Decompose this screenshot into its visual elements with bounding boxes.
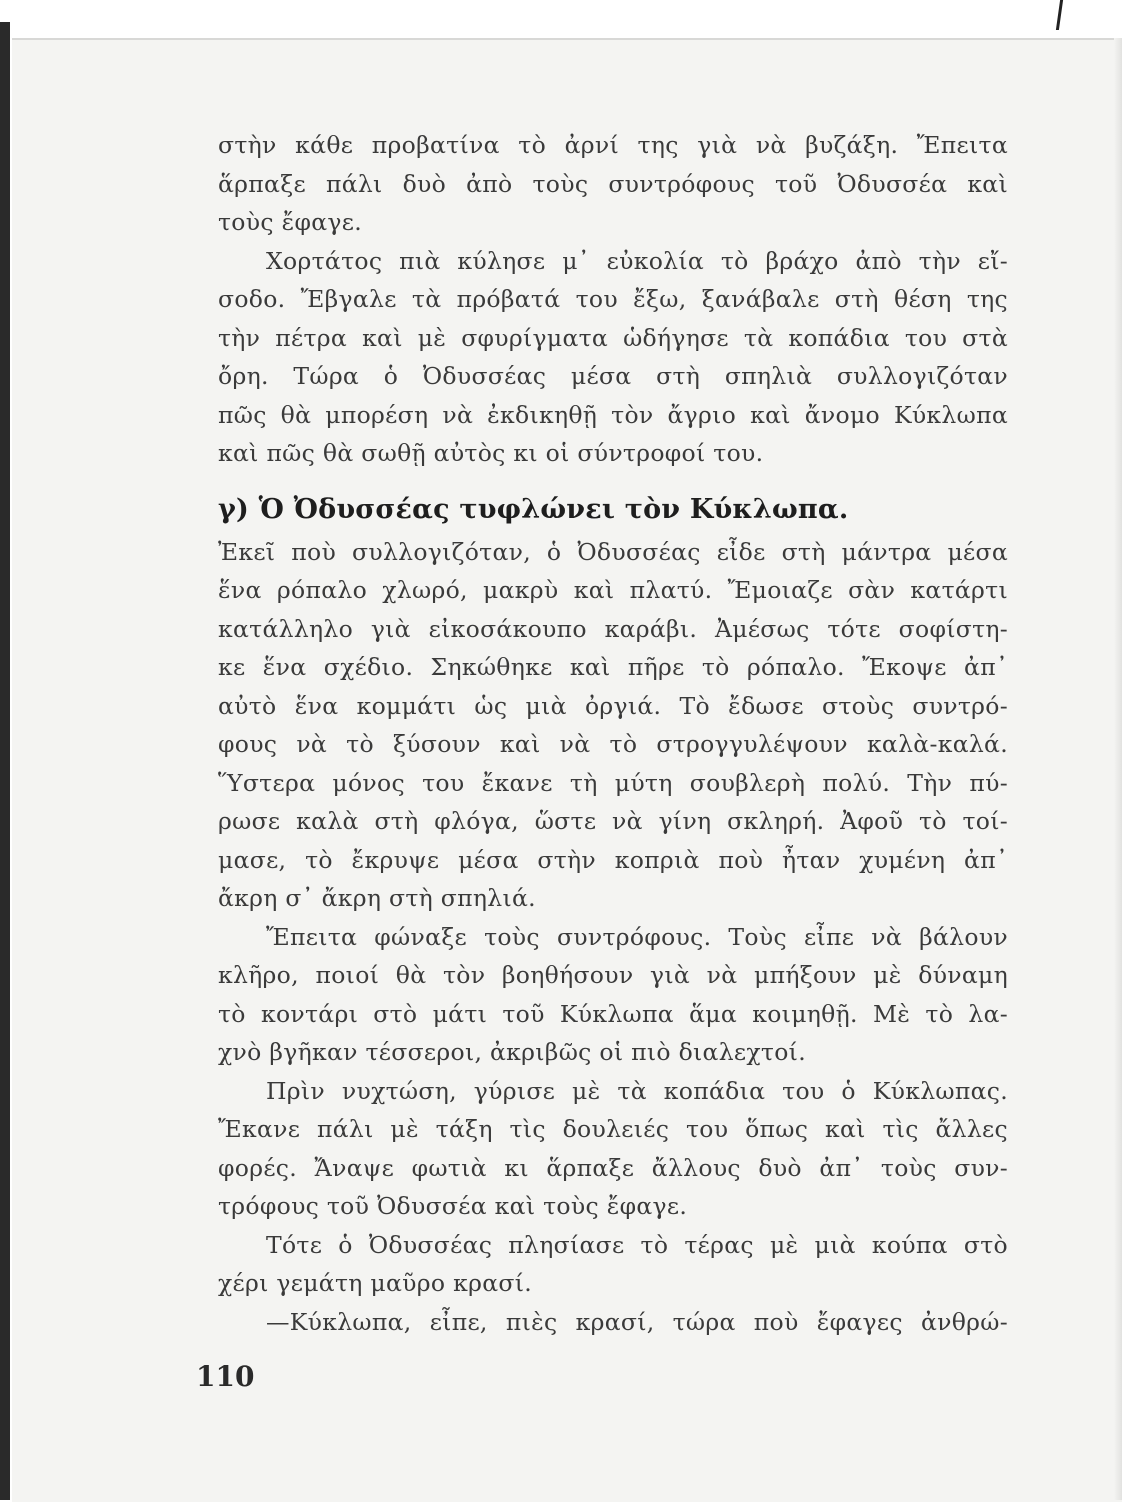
text-line: ἕνα ρόπαλο χλωρό, μακρὺ καὶ πλατύ. Ἔμοιαζε σὰν κατάρτι [218,576,1008,604]
text-line: φους νὰ τὸ ξύσουν καὶ νὰ τὸ στρογγυλέψουν καλὰ-καλά. [218,730,1008,758]
text-line: —Κύκλωπα, εἶπε, πιὲς κρασί, τώρα ποὺ ἔφαγες ἀνθρώ- [266,1307,1008,1336]
text-line: Ὕστερα μόνος του ἔκανε τὴ μύτη σουβλερὴ πολύ. Τὴν πύ- [218,768,1008,797]
text-line: κε ἕνα σχέδιο. Σηκώθηκε καὶ πῆρε τὸ ρόπαλο. Ἔκοψε ἀπ᾽ [218,653,1008,681]
text-line: ρωσε καλὰ στὴ φλόγα, ὥστε νὰ γίνη σκληρή. Ἀφοῦ τὸ τοί- [218,807,1008,835]
text-line: χνὸ βγῆκαν τέσσεροι, ἀκριβῶς οἱ πιὸ διαλεχτοί. [218,1038,806,1066]
paragraph-3 [218,533,1008,918]
text-line: Χορτάτος πιὰ κύλησε μ᾽ εὐκολία τὸ βράχο ἀπὸ τὴν εἴ- [266,246,1008,275]
text-line: ἅρπαξε πάλι δυὸ ἀπὸ τοὺς συντρόφους τοῦ Ὀδυσσέα καὶ [218,169,1008,198]
paragraph-4 [218,918,1008,1072]
text-line: Τότε ὁ Ὀδυσσέας πλησίασε τὸ τέρας μὲ μιὰ κούπα στὸ [266,1230,1008,1259]
page-edge-shadow [1114,38,1122,1500]
page-number: 110 [196,1360,255,1393]
paragraph-2 [218,242,1008,473]
text-line: Ἔκανε πάλι μὲ τάξη τὶς δουλειές του ὅπως καὶ τὶς ἄλλες [218,1115,1008,1143]
paragraph-5 [218,1072,1008,1226]
scan-border-left [0,0,10,1500]
text-line: κατάλληλο γιὰ εἰκοσάκουπο καράβι. Ἀμέσως τότε σοφίστη- [218,614,1008,643]
paragraph-6 [218,1226,1008,1303]
text-line: Ἐκεῖ ποὺ συλλογιζόταν, ὁ Ὀδυσσέας εἶδε στὴ μάντρα μέσα [218,537,1008,566]
text-line: καὶ πῶς θὰ σωθῇ αὐτὸς κι οἱ σύντροφοί του. [218,439,764,467]
text-line: Ἔπειτα φώναξε τοὺς συντρόφους. Τοὺς εἶπε νὰ βάλουν [266,922,1008,951]
scan-artifact-mark [1056,0,1077,30]
page-text-block [218,126,1008,1341]
text-line: μασε, τὸ ἔκρυψε μέσα στὴν κοπριὰ ποὺ ἦταν χυμένη ἀπ᾽ [218,845,1008,874]
text-line: ἄκρη σ᾽ ἄκρη στὴ σπηλιά. [218,884,536,912]
text-line: τὴν πέτρα καὶ μὲ σφυρίγματα ὡδήγησε τὰ κοπάδια του στὰ [218,323,1008,352]
text-line: Πρὶν νυχτώση, γύρισε μὲ τὰ κοπάδια του ὁ Κύκλωπας. [266,1076,1008,1105]
text-line: πῶς θὰ μπορέση νὰ ἐκδικηθῇ τὸν ἄγριο καὶ ἄνομο Κύκλωπα [218,400,1008,429]
text-line: φορές. Ἄναψε φωτιὰ κι ἅρπαξε ἄλλους δυὸ ἀπ᾽ τοὺς συν- [218,1153,1008,1182]
scan-border-top [0,0,1122,22]
text-line: τὸ κοντάρι στὸ μάτι τοῦ Κύκλωπα ἅμα κοιμηθῇ. Μὲ τὸ λα- [218,999,1008,1028]
paragraph-1 [218,126,1008,242]
text-line: στὴν κάθε προβατίνα τὸ ἀρνί της γιὰ νὰ βυζάξη. Ἔπειτα [218,131,1008,159]
text-line: κλῆρο, ποιοί θὰ τὸν βοηθήσουν γιὰ νὰ μπήξουν μὲ δύναμη [218,961,1008,989]
text-line: τοὺς ἔφαγε. [218,208,362,236]
text-line: σοδο. Ἔβγαλε τὰ πρόβατά του ἔξω, ξανάβαλε στὴ θέση της [218,285,1008,313]
section-heading: γ) Ὁ Ὀδυσσέας τυφλώνει τὸν Κύκλωπα. [218,493,849,525]
paragraph-7 [218,1303,1008,1342]
text-line: χέρι γεμάτη μαῦρο κρασί. [218,1269,532,1297]
text-line: τρόφους τοῦ Ὀδυσσέα καὶ τοὺς ἔφαγε. [218,1192,688,1220]
text-line: αὐτὸ ἕνα κομμάτι ὡς μιὰ ὀργιά. Τὸ ἔδωσε στοὺς συντρό- [218,691,1008,720]
text-line: ὄρη. Τώρα ὁ Ὀδυσσέας μέσα στὴ σπηλιὰ συλλογιζόταν [218,362,1008,390]
